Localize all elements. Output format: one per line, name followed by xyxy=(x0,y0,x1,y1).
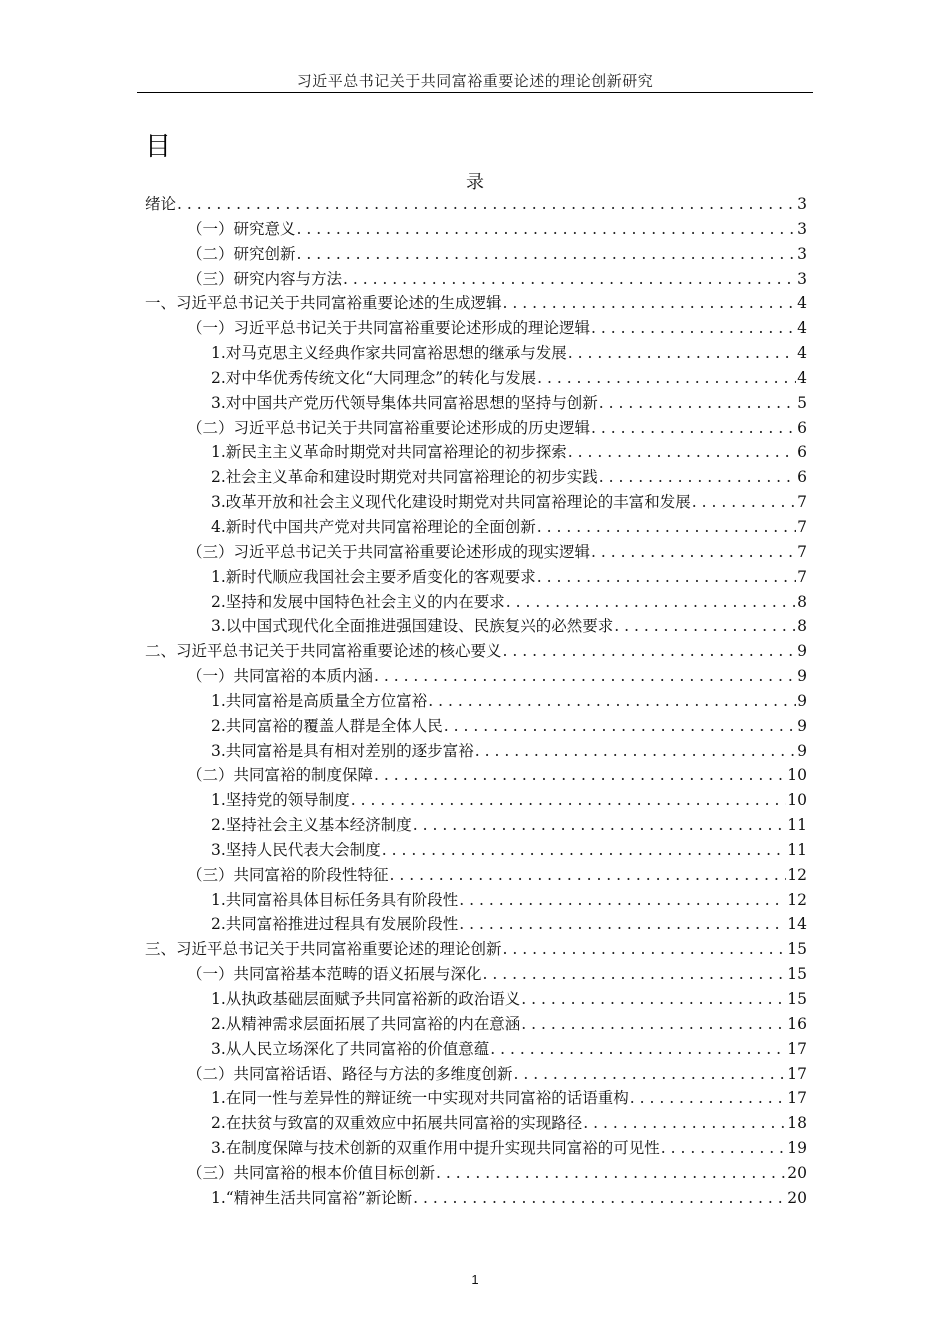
toc-entry-page: 3 xyxy=(797,269,807,288)
toc-entry[interactable] xyxy=(145,1161,807,1186)
toc-entry-title: 1.从执政基础层面赋予共同富裕新的政治语义 xyxy=(211,990,521,1008)
toc-leader-dots xyxy=(503,291,797,316)
toc-leader-dots xyxy=(351,788,786,813)
toc-leader-dots xyxy=(444,714,796,739)
toc-leader-dots xyxy=(514,1062,787,1087)
toc-entry-page: 7 xyxy=(797,493,807,512)
toc-entry-title: （三）习近平总书记关于共同富裕重要论述形成的现实逻辑 xyxy=(187,542,591,561)
toc-entry-title: （三）研究内容与方法 xyxy=(187,269,343,288)
toc-entry-page: 16 xyxy=(787,1014,807,1033)
toc-entry-page: 9 xyxy=(797,642,807,661)
toc-title-part-1: 目 xyxy=(145,132,172,162)
toc-entry-page: 7 xyxy=(797,517,807,536)
toc-leader-dots xyxy=(177,192,796,217)
toc-leader-dots xyxy=(297,242,797,267)
toc-entry-title: （二）共同富裕话语、路径与方法的多维度创新 xyxy=(187,1064,513,1083)
toc-leader-dots xyxy=(506,590,796,615)
toc-leader-dots xyxy=(503,937,787,962)
toc-entry-page: 19 xyxy=(787,1139,807,1158)
toc-entry-page: 9 xyxy=(797,741,807,760)
toc-leader-dots xyxy=(436,1161,786,1186)
toc-entry-title: 二、习近平总书记关于共同富裕重要论述的核心要义 xyxy=(145,642,502,661)
toc-leader-dots xyxy=(374,763,786,788)
toc-entry-page: 10 xyxy=(787,766,807,785)
toc-leader-dots xyxy=(599,465,796,490)
toc-leader-dots xyxy=(537,366,796,391)
toc-entry-page: 3 xyxy=(797,244,807,263)
toc-leader-dots xyxy=(591,416,796,441)
toc-entry[interactable] xyxy=(145,1086,807,1111)
toc-entry-page: 17 xyxy=(787,1089,807,1108)
header-rule xyxy=(137,92,813,93)
toc-entry[interactable] xyxy=(145,1111,807,1136)
toc-entry-title: （二）习近平总书记关于共同富裕重要论述形成的历史逻辑 xyxy=(187,418,591,437)
toc-entry[interactable] xyxy=(145,937,807,962)
toc-entry-page: 9 xyxy=(797,691,807,710)
toc-entry-title: 2.坚持社会主义基本经济制度 xyxy=(211,816,412,835)
toc-entry-title: 3.共同富裕是具有相对差别的逐步富裕 xyxy=(211,741,474,760)
toc-entry[interactable] xyxy=(145,515,807,540)
toc-entry-page: 15 xyxy=(787,965,807,984)
toc-entry[interactable] xyxy=(145,416,807,441)
toc-leader-dots xyxy=(591,316,796,341)
toc-entry[interactable] xyxy=(145,1062,807,1087)
toc-entry-title: 2.社会主义革命和建设时期党对共同富裕理论的初步实践 xyxy=(211,468,598,487)
toc-entry-page: 6 xyxy=(797,443,807,462)
toc-leader-dots xyxy=(599,391,796,416)
toc-entry[interactable] xyxy=(145,291,807,316)
toc-entry[interactable] xyxy=(145,465,807,490)
toc-entry-title: 2.在扶贫与致富的双重效应中拓展共同富裕的实现路径 xyxy=(211,1114,583,1133)
toc-leader-dots xyxy=(521,1012,786,1037)
toc-leader-dots xyxy=(475,739,796,764)
toc-leader-dots xyxy=(692,490,796,515)
toc-entry[interactable] xyxy=(145,639,807,664)
toc-leader-dots xyxy=(428,689,796,714)
toc-entry-title: 2.共同富裕推进过程具有发展阶段性 xyxy=(211,915,459,934)
toc-leader-dots xyxy=(413,1186,786,1211)
toc-entry[interactable] xyxy=(145,316,807,341)
table-of-contents xyxy=(145,192,807,1211)
toc-entry-title: 1.在同一性与差异性的辩证统一中实现对共同富裕的话语重构 xyxy=(211,1089,629,1108)
toc-entry-page: 4 xyxy=(797,344,807,363)
toc-entry-page: 8 xyxy=(797,592,807,611)
toc-entry-page: 7 xyxy=(797,567,807,586)
toc-entry-page: 15 xyxy=(787,940,807,959)
toc-entry-title: （一）习近平总书记关于共同富裕重要论述形成的理论逻辑 xyxy=(187,319,591,338)
toc-entry[interactable] xyxy=(145,267,807,292)
toc-entry-page: 9 xyxy=(797,667,807,686)
toc-entry-page: 14 xyxy=(787,915,807,934)
toc-entry-page: 6 xyxy=(797,418,807,437)
toc-entry[interactable] xyxy=(145,813,807,838)
toc-leader-dots xyxy=(483,962,787,987)
toc-entry[interactable] xyxy=(145,590,807,615)
toc-entry-title: 3.以中国式现代化全面推进强国建设、民族复兴的必然要求 xyxy=(211,617,614,636)
toc-entry-title: （二）共同富裕的制度保障 xyxy=(187,766,374,785)
toc-entry[interactable] xyxy=(145,888,807,913)
toc-entry[interactable] xyxy=(145,763,807,788)
toc-entry[interactable] xyxy=(145,962,807,987)
toc-leader-dots xyxy=(459,888,786,913)
toc-leader-dots xyxy=(630,1086,786,1111)
toc-entry-title: 3.坚持人民代表大会制度 xyxy=(211,840,381,859)
toc-entry[interactable] xyxy=(145,788,807,813)
toc-entry[interactable] xyxy=(145,614,807,639)
toc-entry-page: 3 xyxy=(797,219,807,238)
toc-entry[interactable] xyxy=(145,1012,807,1037)
toc-entry-title: 绪论 xyxy=(145,195,177,213)
page-number: 1 xyxy=(471,1272,479,1287)
toc-title-part-2: 录 xyxy=(466,172,484,193)
toc-entry-title: 一、习近平总书记关于共同富裕重要论述的生成逻辑 xyxy=(145,294,502,313)
toc-entry-title: 三、习近平总书记关于共同富裕重要论述的理论创新 xyxy=(145,940,502,959)
toc-entry-page: 9 xyxy=(797,716,807,735)
toc-leader-dots xyxy=(537,515,796,540)
toc-entry-title: （二）研究创新 xyxy=(187,244,296,263)
toc-entry-title: 3.对中国共产党历代领导集体共同富裕思想的坚持与创新 xyxy=(211,393,598,412)
toc-entry-title: 1.新时代顺应我国社会主要矛盾变化的客观要求 xyxy=(211,567,536,586)
toc-entry-page: 4 xyxy=(797,319,807,338)
toc-leader-dots xyxy=(568,440,796,465)
toc-entry[interactable] xyxy=(145,1186,807,1211)
toc-entry[interactable] xyxy=(145,838,807,863)
toc-entry[interactable] xyxy=(145,739,807,764)
toc-leader-dots xyxy=(413,813,786,838)
toc-leader-dots xyxy=(390,863,787,888)
toc-leader-dots xyxy=(537,565,796,590)
toc-entry-page: 7 xyxy=(797,542,807,561)
toc-leader-dots xyxy=(503,639,797,664)
toc-entry-title: 2.从精神需求层面拓展了共同富裕的内在意涵 xyxy=(211,1014,521,1033)
toc-entry[interactable] xyxy=(145,1037,807,1062)
toc-entry-page: 12 xyxy=(787,890,807,909)
toc-entry[interactable] xyxy=(145,689,807,714)
toc-entry-page: 4 xyxy=(797,294,807,313)
toc-entry-page: 5 xyxy=(797,393,807,412)
toc-entry-page: 20 xyxy=(787,1188,807,1207)
toc-entry[interactable] xyxy=(145,714,807,739)
toc-entry-title: 1.新民主主义革命时期党对共同富裕理论的初步探索 xyxy=(211,443,567,462)
toc-entry-title: 3.从人民立场深化了共同富裕的价值意蕴 xyxy=(211,1039,490,1058)
toc-entry-page: 20 xyxy=(787,1163,807,1182)
toc-entry[interactable] xyxy=(145,987,807,1012)
toc-entry-title: 1.坚持党的领导制度 xyxy=(211,791,350,810)
toc-entry-title: （三）共同富裕的阶段性特征 xyxy=(187,865,389,884)
toc-entry-page: 10 xyxy=(787,791,807,810)
toc-entry[interactable] xyxy=(145,1136,807,1161)
toc-leader-dots xyxy=(374,664,796,689)
toc-entry-title: 2.坚持和发展中国特色社会主义的内在要求 xyxy=(211,592,505,611)
toc-entry[interactable] xyxy=(145,863,807,888)
toc-entry-page: 8 xyxy=(797,617,807,636)
toc-leader-dots xyxy=(382,838,786,863)
toc-entry-title: （三）共同富裕的根本价值目标创新 xyxy=(187,1163,436,1182)
toc-entry[interactable] xyxy=(145,540,807,565)
toc-entry[interactable] xyxy=(145,341,807,366)
toc-entry-title: （一）共同富裕基本范畴的语义拓展与深化 xyxy=(187,965,482,984)
toc-entry-page: 12 xyxy=(787,865,807,884)
toc-leader-dots xyxy=(614,614,796,639)
toc-entry-title: 3.改革开放和社会主义现代化建设时期党对共同富裕理论的丰富和发展 xyxy=(211,493,691,512)
toc-leader-dots xyxy=(521,987,786,1012)
toc-entry[interactable] xyxy=(145,440,807,465)
running-header: 习近平总书记关于共同富裕重要论述的理论创新研究 xyxy=(296,72,654,90)
toc-entry-title: 2.对中华优秀传统文化“大同理念”的转化与发展 xyxy=(211,368,537,387)
toc-leader-dots xyxy=(583,1111,786,1136)
toc-entry-title: 1.共同富裕是高质量全方位富裕 xyxy=(211,691,428,710)
toc-leader-dots xyxy=(591,540,796,565)
toc-entry[interactable] xyxy=(145,490,807,515)
toc-entry-title: （一）共同富裕的本质内涵 xyxy=(187,667,374,686)
toc-entry[interactable] xyxy=(145,192,807,217)
toc-entry-title: 1.“精神生活共同富裕”新论断 xyxy=(211,1188,413,1207)
toc-entry-page: 18 xyxy=(787,1114,807,1133)
toc-entry-page: 17 xyxy=(787,1064,807,1083)
toc-leader-dots xyxy=(661,1136,786,1161)
toc-leader-dots xyxy=(568,341,796,366)
toc-entry-title: 1.对马克思主义经典作家共同富裕思想的继承与发展 xyxy=(211,344,567,363)
toc-leader-dots xyxy=(459,912,786,937)
toc-entry[interactable] xyxy=(145,366,807,391)
toc-entry[interactable] xyxy=(145,664,807,689)
toc-entry-page: 11 xyxy=(787,840,807,859)
toc-leader-dots xyxy=(297,217,797,242)
toc-leader-dots xyxy=(343,267,796,292)
toc-entry-title: 2.共同富裕的覆盖人群是全体人民 xyxy=(211,716,443,735)
toc-entry-page: 17 xyxy=(787,1039,807,1058)
toc-entry-page: 15 xyxy=(787,990,807,1008)
toc-entry-page: 11 xyxy=(787,816,807,835)
toc-entry-page: 3 xyxy=(797,195,807,213)
toc-entry[interactable] xyxy=(145,565,807,590)
toc-entry-title: 4.新时代中国共产党对共同富裕理论的全面创新 xyxy=(211,517,536,536)
toc-entry-title: 1.共同富裕具体目标任务具有阶段性 xyxy=(211,890,459,909)
toc-entry-title: （一）研究意义 xyxy=(187,219,296,238)
toc-entry[interactable] xyxy=(145,217,807,242)
toc-entry-title: 3.在制度保障与技术创新的双重作用中提升实现共同富裕的可见性 xyxy=(211,1139,660,1158)
toc-entry[interactable] xyxy=(145,912,807,937)
toc-entry-page: 4 xyxy=(797,368,807,387)
toc-entry[interactable] xyxy=(145,391,807,416)
toc-entry[interactable] xyxy=(145,242,807,267)
toc-entry-page: 6 xyxy=(797,468,807,487)
toc-leader-dots xyxy=(490,1037,786,1062)
